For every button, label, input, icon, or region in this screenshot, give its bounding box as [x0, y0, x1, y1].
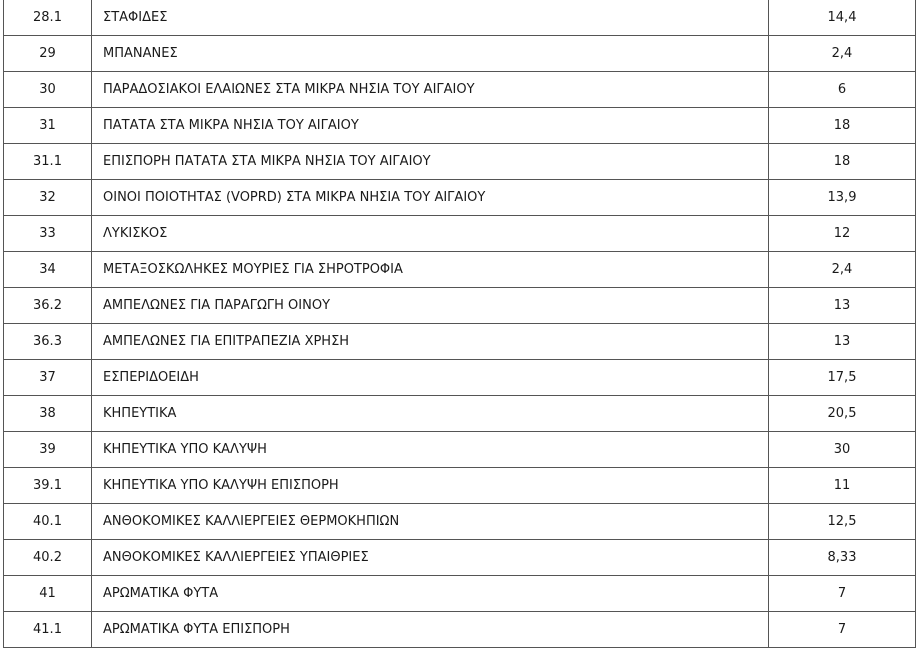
table-row: [4, 576, 916, 612]
table-row: [4, 0, 916, 36]
crop-table: [3, 0, 916, 648]
row-name: ΑΜΠΕΛΩΝΕΣ ΓΙΑ ΠΑΡΑΓΩΓΗ ΟΙΝΟΥ: [92, 288, 769, 324]
row-value: 7: [769, 576, 916, 612]
table-row: [4, 144, 916, 180]
table-row: [4, 288, 916, 324]
row-code: 37: [4, 360, 92, 396]
crop-table-body: [4, 0, 916, 648]
row-code: 34: [4, 252, 92, 288]
row-code: 39: [4, 432, 92, 468]
table-row: [4, 216, 916, 252]
row-code: 39.1: [4, 468, 92, 504]
table-row: [4, 36, 916, 72]
row-name: ΣΤΑΦΙΔΕΣ: [92, 0, 769, 36]
row-name: ΕΣΠΕΡΙΔΟΕΙΔΗ: [92, 360, 769, 396]
row-value: 12: [769, 216, 916, 252]
table-row: [4, 108, 916, 144]
row-name: ΑΜΠΕΛΩΝΕΣ ΓΙΑ ΕΠΙΤΡΑΠΕΖΙΑ ΧΡΗΣΗ: [92, 324, 769, 360]
table-row: [4, 432, 916, 468]
row-value: 2,4: [769, 252, 916, 288]
row-value: 13,9: [769, 180, 916, 216]
row-name: ΚΗΠΕΥΤΙΚΑ: [92, 396, 769, 432]
row-name: ΚΗΠΕΥΤΙΚΑ ΥΠΟ ΚΑΛΥΨΗ: [92, 432, 769, 468]
table-row: [4, 72, 916, 108]
row-name: ΠΑΡΑΔΟΣΙΑΚΟΙ ΕΛΑΙΩΝΕΣ ΣΤΑ ΜΙΚΡΑ ΝΗΣΙΑ ΤΟΥ ΑΙΓΑΙΟΥ: [92, 72, 769, 108]
row-name: ΑΡΩΜΑΤΙΚΑ ΦΥΤΑ ΕΠΙΣΠΟΡΗ: [92, 612, 769, 648]
row-code: 38: [4, 396, 92, 432]
row-name: ΑΝΘΟΚΟΜΙΚΕΣ ΚΑΛΛΙΕΡΓΕΙΕΣ ΘΕΡΜΟΚΗΠΙΩΝ: [92, 504, 769, 540]
table-row: [4, 324, 916, 360]
table-row: [4, 504, 916, 540]
row-value: 7: [769, 612, 916, 648]
table-row: [4, 468, 916, 504]
row-name: ΕΠΙΣΠΟΡΗ ΠΑΤΑΤΑ ΣΤΑ ΜΙΚΡΑ ΝΗΣΙΑ ΤΟΥ ΑΙΓΑΙΟΥ: [92, 144, 769, 180]
row-value: 13: [769, 324, 916, 360]
table-row: [4, 396, 916, 432]
row-code: 41.1: [4, 612, 92, 648]
row-name: ΚΗΠΕΥΤΙΚΑ ΥΠΟ ΚΑΛΥΨΗ ΕΠΙΣΠΟΡΗ: [92, 468, 769, 504]
table-row: [4, 180, 916, 216]
row-value: 6: [769, 72, 916, 108]
row-name: ΜΠΑΝΑΝΕΣ: [92, 36, 769, 72]
row-name: ΟΙΝΟΙ ΠΟΙΟΤΗΤΑΣ (VOPRD) ΣΤΑ ΜΙΚΡΑ ΝΗΣΙΑ ΤΟΥ ΑΙΓΑΙΟΥ: [92, 180, 769, 216]
table-row: [4, 252, 916, 288]
row-name: ΛΥΚΙΣΚΟΣ: [92, 216, 769, 252]
row-value: 20,5: [769, 396, 916, 432]
table-row: [4, 540, 916, 576]
row-value: 17,5: [769, 360, 916, 396]
row-value: 2,4: [769, 36, 916, 72]
row-value: 13: [769, 288, 916, 324]
row-value: 14,4: [769, 0, 916, 36]
row-name: ΑΡΩΜΑΤΙΚΑ ΦΥΤΑ: [92, 576, 769, 612]
row-name: ΑΝΘΟΚΟΜΙΚΕΣ ΚΑΛΛΙΕΡΓΕΙΕΣ ΥΠΑΙΘΡΙΕΣ: [92, 540, 769, 576]
row-value: 12,5: [769, 504, 916, 540]
row-code: 31.1: [4, 144, 92, 180]
row-code: 31: [4, 108, 92, 144]
row-code: 40.2: [4, 540, 92, 576]
row-code: 36.2: [4, 288, 92, 324]
row-code: 36.3: [4, 324, 92, 360]
row-code: 32: [4, 180, 92, 216]
table-row: [4, 360, 916, 396]
row-code: 28.1: [4, 0, 92, 36]
row-name: ΠΑΤΑΤΑ ΣΤΑ ΜΙΚΡΑ ΝΗΣΙΑ ΤΟΥ ΑΙΓΑΙΟΥ: [92, 108, 769, 144]
row-value: 18: [769, 144, 916, 180]
row-code: 29: [4, 36, 92, 72]
row-code: 41: [4, 576, 92, 612]
table-row: [4, 612, 916, 648]
row-value: 30: [769, 432, 916, 468]
row-value: 8,33: [769, 540, 916, 576]
row-value: 18: [769, 108, 916, 144]
row-value: 11: [769, 468, 916, 504]
row-code: 33: [4, 216, 92, 252]
row-code: 40.1: [4, 504, 92, 540]
row-name: ΜΕΤΑΞΟΣΚΩΛΗΚΕΣ ΜΟΥΡΙΕΣ ΓΙΑ ΣΗΡΟΤΡΟΦΙΑ: [92, 252, 769, 288]
row-code: 30: [4, 72, 92, 108]
